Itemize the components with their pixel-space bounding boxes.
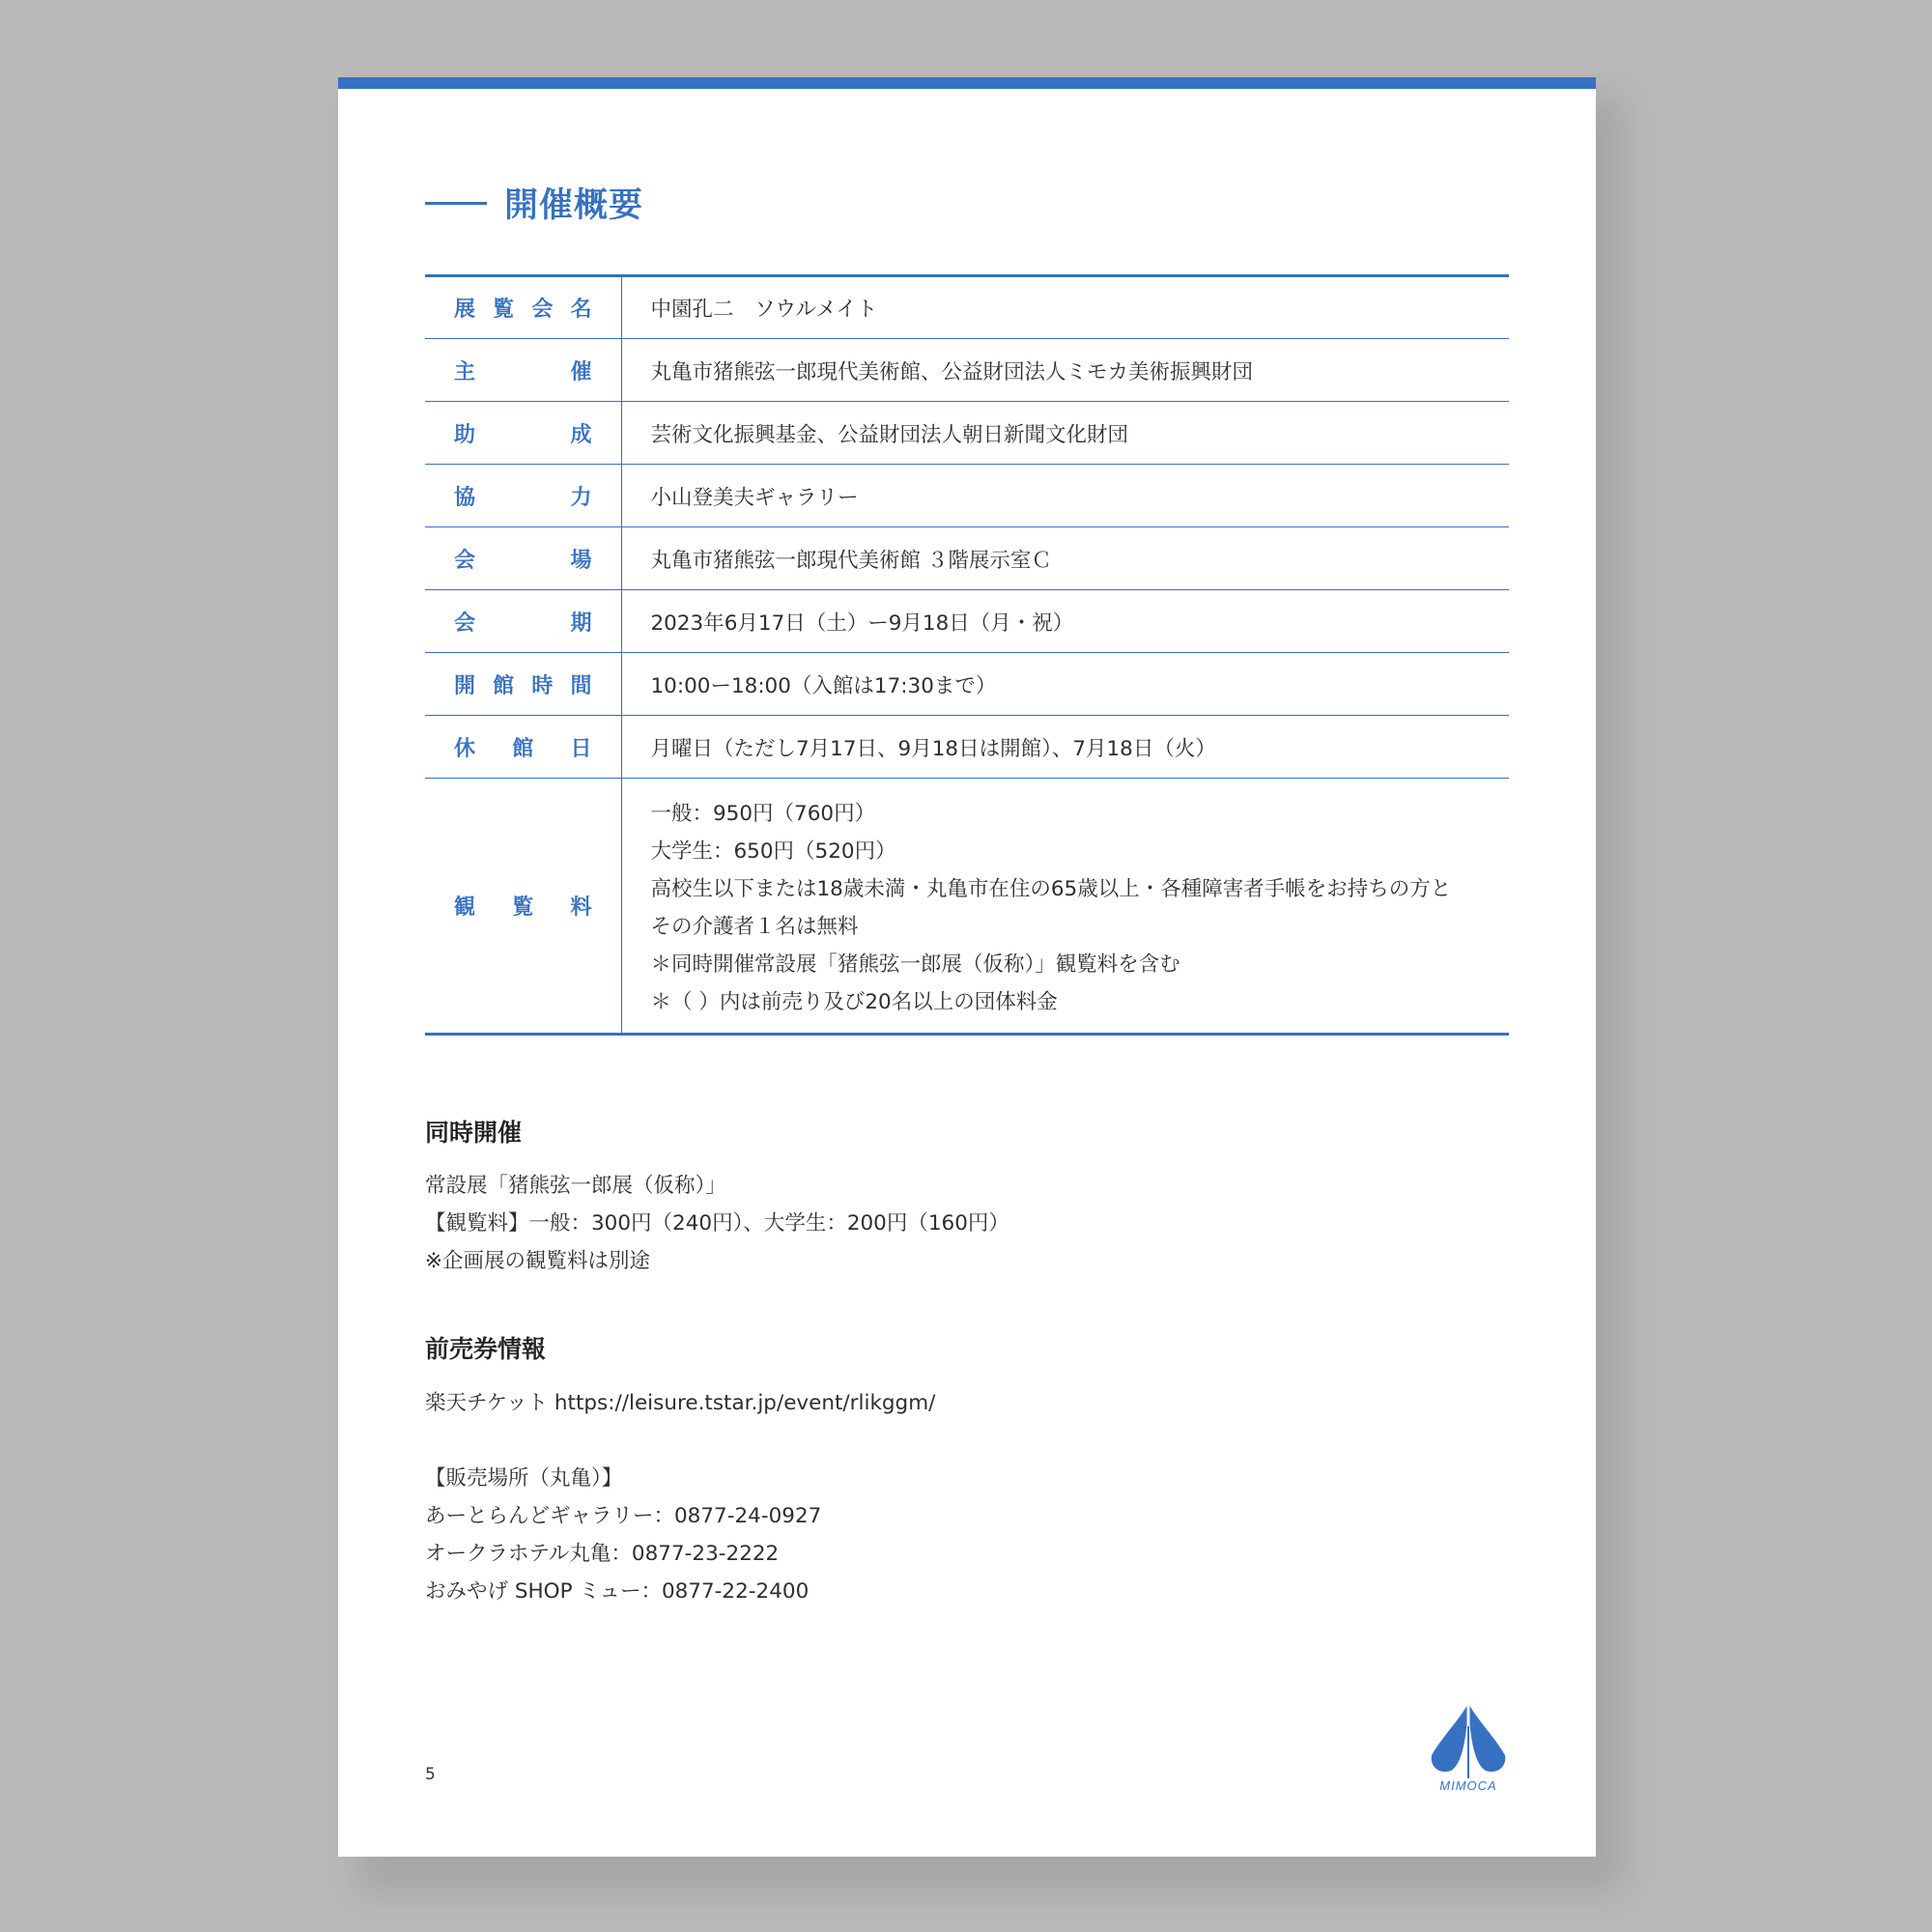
concurrent-line: 常設展「猪熊弦一郎展（仮称）」	[425, 1174, 726, 1198]
table-row	[425, 339, 1509, 402]
table-row	[425, 716, 1509, 779]
fee-row	[425, 779, 1509, 1035]
fee-line: ＊同時開催常設展「猪熊弦一郎展（仮称）」観覧料を含む	[650, 952, 1180, 977]
top-accent-bar	[338, 77, 1596, 89]
mimoca-logo	[1426, 1697, 1511, 1794]
row-label: 展覧会名	[425, 276, 621, 339]
row-value: 2023年6月17日（土）ー9月18日（月・祝）	[621, 590, 1509, 653]
row-value: 丸亀市猪熊弦一郎現代美術館 ３階展示室Ｃ	[621, 527, 1509, 590]
concurrent-line: ※企画展の観覧料は別途	[425, 1249, 651, 1273]
concurrent-title: 同時開催	[425, 1119, 523, 1147]
advance-title: 前売券情報	[425, 1335, 547, 1363]
row-value: 丸亀市猪熊弦一郎現代美術館、公益財団法人ミモカ美術振興財団	[621, 339, 1509, 402]
sales-line: オークラホテル丸亀：0877-23-2222	[425, 1542, 780, 1566]
heading-rule	[425, 202, 487, 205]
overview-table	[425, 274, 1509, 1036]
row-value: 小山登美夫ギャラリー	[621, 465, 1509, 527]
row-label: 会期	[425, 590, 621, 653]
table-row	[425, 276, 1509, 339]
table-row	[425, 402, 1509, 465]
logo-text: MIMOCA	[1439, 1778, 1497, 1793]
row-value: 月曜日（ただし7月17日、9月18日は開館）、7月18日（火）	[621, 716, 1509, 779]
fee-line: ＊（ ）内は前売り及び20名以上の団体料金	[650, 990, 1058, 1014]
row-label: 開館時間	[425, 653, 621, 716]
fee-details	[621, 779, 1509, 1035]
row-value: 中園孔二 ソウルメイト	[621, 276, 1509, 339]
sales-title: 【販売場所（丸亀）】	[425, 1466, 623, 1491]
fee-line: 大学生：650円（520円）	[650, 839, 896, 864]
row-label: 休館日	[425, 716, 621, 779]
section-title: 開催概要	[504, 186, 644, 225]
row-value: 芸術文化振興基金、公益財団法人朝日新聞文化財団	[621, 402, 1509, 465]
row-label: 助成	[425, 402, 621, 465]
concurrent-line: 【観覧料】一般：300円（240円）、大学生：200円（160円）	[425, 1211, 1009, 1236]
fee-line: 一般：950円（760円）	[650, 802, 876, 826]
sales-line: あーとらんどギャラリー：0877-24-0927	[425, 1504, 822, 1528]
row-label: 会場	[425, 527, 621, 590]
table-row	[425, 465, 1509, 527]
row-value: 10:00ー18:00（入館は17:30まで）	[621, 653, 1509, 716]
page-number: 5	[425, 1765, 436, 1784]
row-label: 協力	[425, 465, 621, 527]
section-heading	[425, 179, 643, 227]
table-row	[425, 527, 1509, 590]
ticket-link[interactable]: 楽天チケット https://leisure.tstar.jp/event/rlikggm/	[425, 1391, 936, 1415]
fee-label: 観覧料	[425, 779, 621, 1035]
table-row	[425, 653, 1509, 716]
sales-line: おみやげ SHOP ミュー：0877-22-2400	[425, 1579, 810, 1604]
table-row	[425, 590, 1509, 653]
fee-line: 高校生以下または18歳未満・丸亀市在住の65歳以上・各種障害者手帳をお持ちの方と	[650, 877, 1452, 901]
row-label: 主催	[425, 339, 621, 402]
fee-line: その介護者１名は無料	[650, 915, 859, 939]
document-page	[338, 77, 1596, 1857]
